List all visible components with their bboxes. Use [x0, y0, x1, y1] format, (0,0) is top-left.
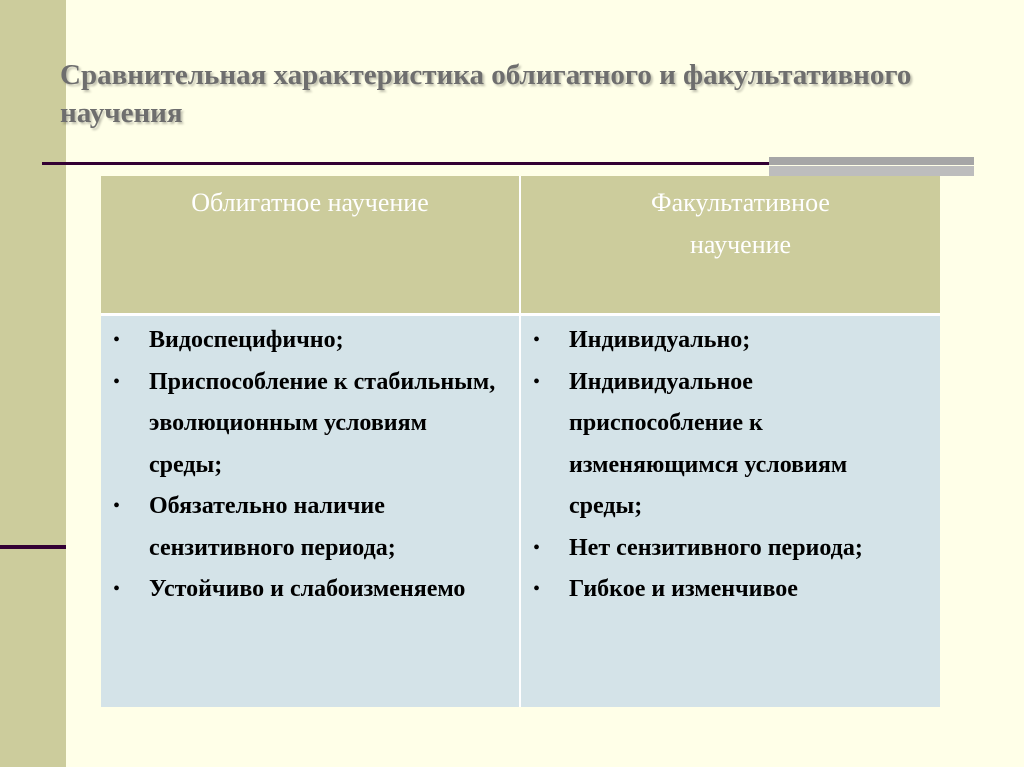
side-line-decoration [0, 545, 66, 549]
list-item: • Гибкое и изменчивое [531, 569, 926, 611]
cell-facultative-traits [521, 316, 940, 707]
list-item: • Индивидуально; [531, 320, 926, 362]
slide-title: Сравнительная характеристика облигатного и факультативного научения [60, 59, 912, 129]
list-item: • Приспособление к стабильным, эволюционным условиям среды; [111, 362, 505, 487]
bullet-icon: • [113, 370, 121, 393]
list-item: • Нет сензитивного периода; [531, 528, 926, 570]
side-bar-decoration [0, 0, 66, 767]
cell-obligate-traits [101, 316, 519, 707]
list-item: • Индивидуальное приспособление к изменяющимся условиям среды; [531, 362, 926, 528]
obligate-list [111, 320, 505, 611]
grey-accent-bar-lower [769, 166, 974, 176]
grey-accent-bar [769, 157, 974, 165]
bullet-icon: • [533, 329, 541, 351]
bullet-icon: • [113, 578, 121, 600]
header-facultative [521, 176, 940, 313]
list-item: • Устойчиво и слабоизменяемо [111, 569, 505, 611]
header-facultative-text: Факультативное научение [651, 188, 830, 259]
comparison-table [101, 176, 940, 707]
bullet-icon: • [533, 536, 541, 559]
bullet-icon: • [113, 495, 121, 517]
facultative-list [531, 320, 926, 611]
list-item: • Обязательно наличие сензитивного периода; [111, 486, 505, 569]
list-item: • Видоспецифично; [111, 320, 505, 362]
bullet-icon: • [113, 329, 121, 351]
header-obligate: Облигатное научение [101, 176, 519, 313]
bullet-icon: • [533, 370, 541, 393]
bullet-icon: • [533, 578, 541, 600]
